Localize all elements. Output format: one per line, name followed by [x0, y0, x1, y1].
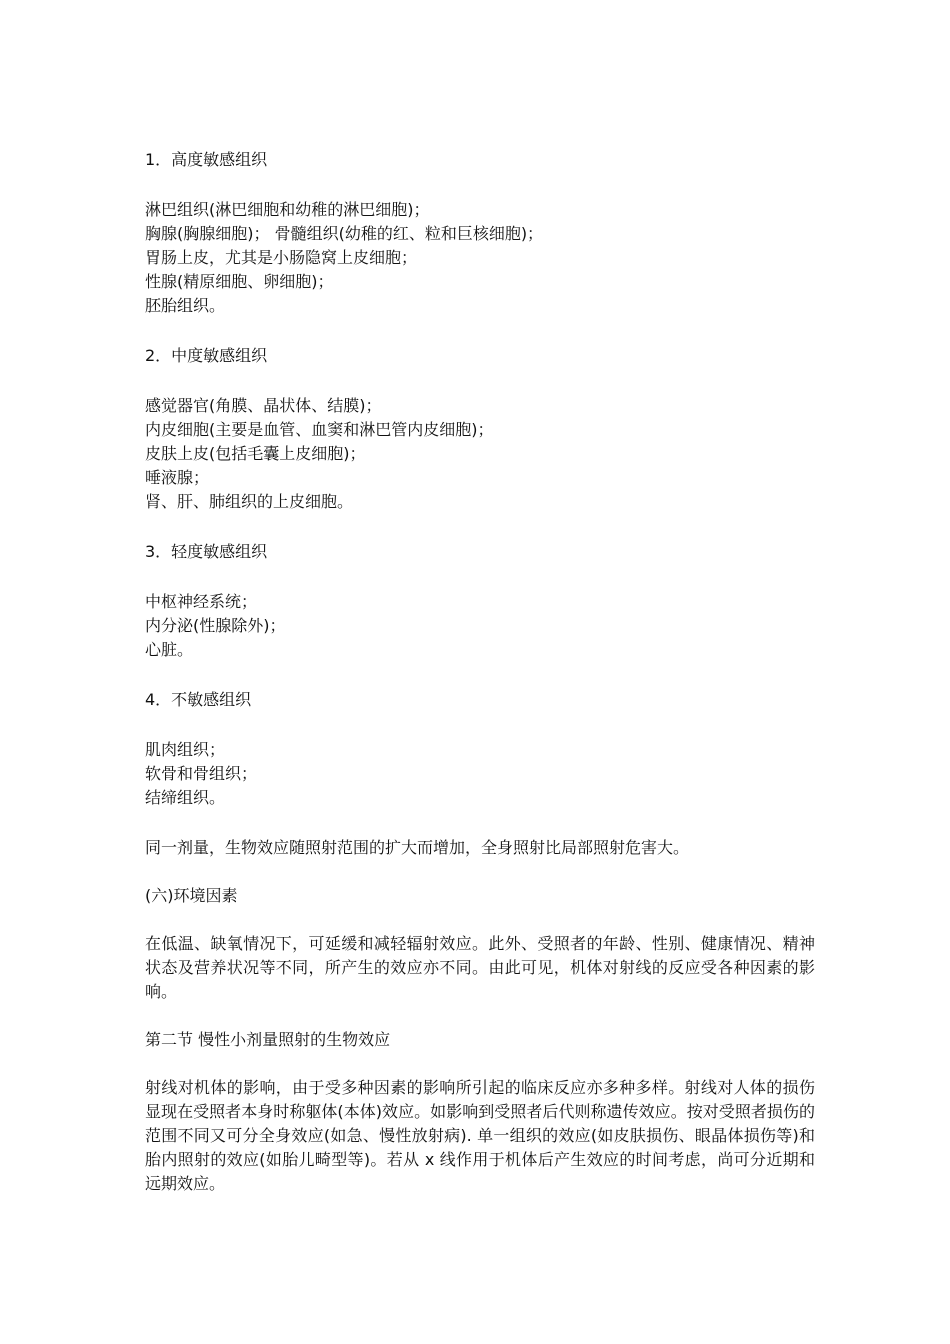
- body-paragraph: 同一剂量，生物效应随照射范围的扩大而增加，全身照射比局部照射危害大。: [145, 838, 690, 857]
- list-item: 肌肉组织；: [145, 740, 226, 759]
- list-item: 肾、肝、肺组织的上皮细胞。: [145, 492, 354, 511]
- list-item: 软骨和骨组织；: [145, 764, 258, 783]
- document-page: [145, 148, 815, 1220]
- list-item: 内皮细胞(主要是血管、血窦和淋巴管内皮细胞)；: [145, 420, 494, 439]
- body-paragraph: 在低温、缺氧情况下，可延缓和减轻辐射效应。此外、受照者的年龄、性别、健康情况、精神状态及营养状况等不同，所产生的效应亦不同。由此可见，机体对射线的反应受各种因素的影响。: [145, 934, 815, 1001]
- list-item: 唾液腺；: [145, 468, 210, 487]
- section-items: [145, 198, 815, 318]
- list-item: 胃肠上皮，尤其是小肠隐窝上皮细胞；: [145, 248, 418, 267]
- section-items: [145, 394, 815, 514]
- list-item: 胚胎组织。: [145, 296, 226, 315]
- section-items: [145, 738, 815, 810]
- list-item: 结缔组织。: [145, 788, 226, 807]
- section-heading: 4．不敏感组织: [145, 690, 252, 709]
- list-item: 心脏。: [145, 640, 194, 659]
- chapter-heading: 第二节 慢性小剂量照射的生物效应: [145, 1030, 391, 1049]
- list-item: 性腺(精原细胞、卵细胞)；: [145, 272, 334, 291]
- list-item: 淋巴组织(淋巴细胞和幼稚的淋巴细胞)；: [145, 200, 430, 219]
- body-paragraph: 射线对机体的影响，由于受多种因素的影响所引起的临床反应亦多种多样。射线对人体的损伤显现在受照者本身时称躯体(本体)效应。如影响到受照者后代则称遗传效应。按对受照者损伤的范围不同又可分全身效应(如急、慢性放射病). 单一组织的效应(如皮肤损伤、眼晶体损伤等)和胎内照射的效应(如胎儿畸型等)。若从 x 线作用于机体后产生效应的时间考虑，尚可分近期和远期效应。: [145, 1078, 815, 1193]
- list-item: 胸腺(胸腺细胞)； 骨髓组织(幼稚的红、粒和巨核细胞)；: [145, 224, 544, 243]
- list-item: 内分泌(性腺除外)；: [145, 616, 286, 635]
- section-heading: 3．轻度敏感组织: [145, 542, 268, 561]
- subsection-heading: (六)环境因素: [145, 886, 238, 905]
- list-item: 中枢神经系统；: [145, 592, 258, 611]
- section-heading: 1．高度敏感组织: [145, 150, 268, 169]
- section-items: [145, 590, 815, 662]
- section-heading: 2．中度敏感组织: [145, 346, 268, 365]
- list-item: 感觉器官(角膜、晶状体、结膜)；: [145, 396, 382, 415]
- list-item: 皮肤上皮(包括毛囊上皮细胞)；: [145, 444, 366, 463]
